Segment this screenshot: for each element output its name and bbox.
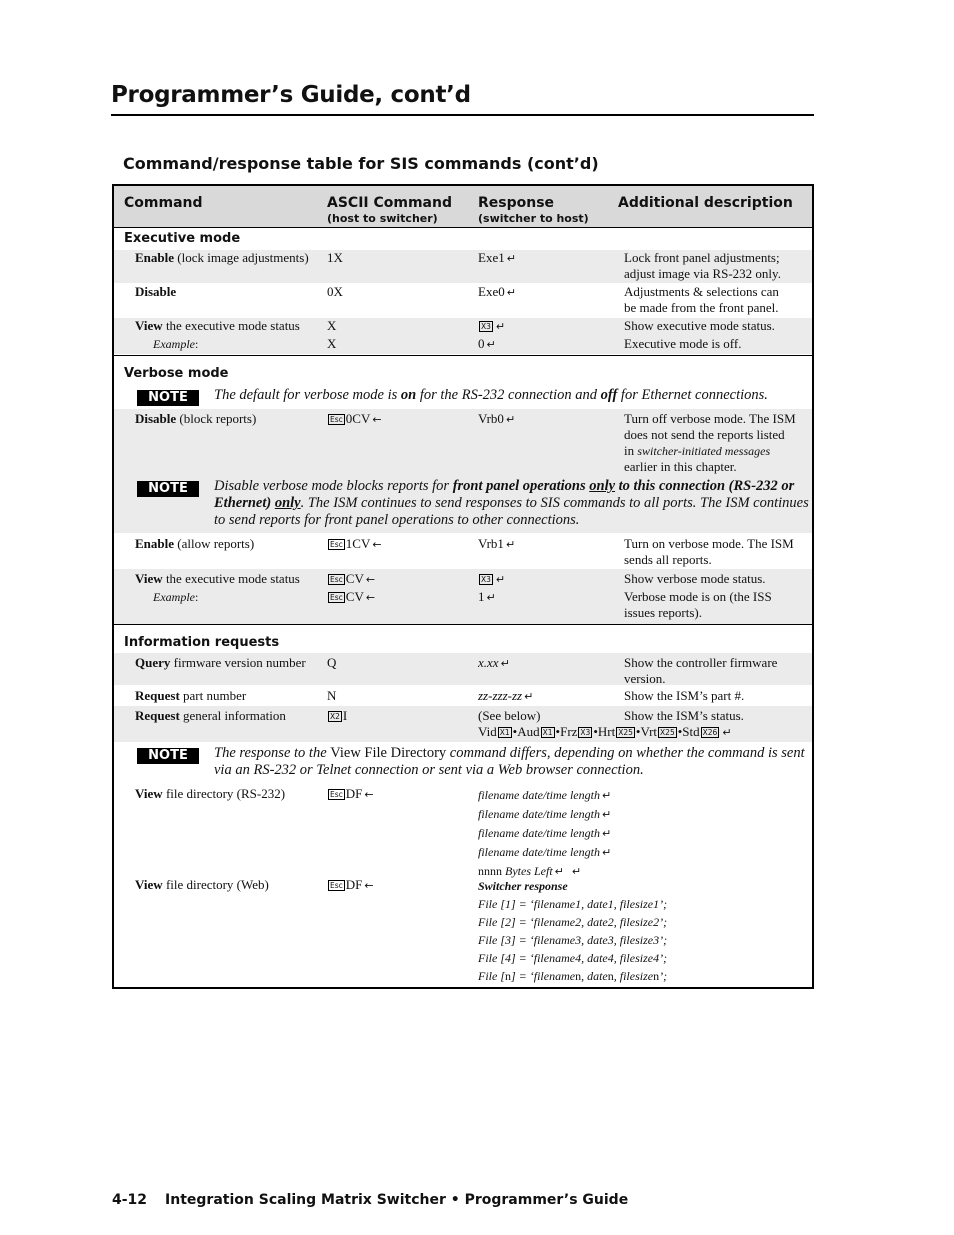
description-cell: Show the controller firmware version. xyxy=(624,655,778,686)
left-arrow-icon: ← xyxy=(372,413,382,426)
left-arrow-icon: ← xyxy=(365,591,376,604)
note-text: Disable verbose mode blocks reports for front panel operations only to this connection (RS-232 or Ethernet) only. The ISM continues to send responses to SIS commands to all ports. The ISM continues to send reports for front panel operations to other connections. xyxy=(214,478,809,528)
ascii-cell: N xyxy=(327,688,337,703)
return-icon: ↵ xyxy=(495,573,506,586)
table-row: View the executive mode status xyxy=(135,571,300,586)
response-cell xyxy=(478,571,505,588)
ascii-cell: X xyxy=(327,318,337,333)
response-cell: Vrb0 ↵ xyxy=(478,411,516,426)
section-divider xyxy=(114,355,812,356)
return-icon: ↵ xyxy=(495,320,506,333)
note-text: The response to the View File Directory command differs, depending on whether the command is sent via an RS-232 or Telnet connection or sent via a Web browser connection. xyxy=(214,745,805,778)
return-icon: ↵ xyxy=(601,846,612,859)
ascii-cell: Esc CV ← xyxy=(330,589,376,604)
left-arrow-icon: ← xyxy=(372,538,382,551)
description-cell: Executive mode is off. xyxy=(624,336,742,351)
response-cell: Exe1 ↵ xyxy=(478,250,516,265)
esc-key-icon: Esc xyxy=(330,540,343,549)
header-ascii: ASCII Command xyxy=(327,195,452,211)
table-row: View the executive mode status xyxy=(135,318,300,333)
response-cell: x.xx ↵ xyxy=(478,655,510,670)
note-badge: NOTE xyxy=(137,481,199,497)
return-icon: ↵ xyxy=(601,827,612,840)
header-command: Command xyxy=(124,195,203,211)
description-cell: Show the ISM’s status. xyxy=(624,708,744,723)
verbose-mode-heading: Verbose mode xyxy=(124,366,229,381)
description-cell: Turn on verbose mode. The ISM sends all reports. xyxy=(624,536,794,567)
ascii-cell: Esc CV ← xyxy=(330,571,376,586)
table-row: Request part number xyxy=(135,688,247,703)
description-cell: Show the ISM’s part #. xyxy=(624,688,745,703)
response-cell: 0 ↵ xyxy=(478,336,496,351)
return-icon: ↵ xyxy=(554,865,564,878)
section-divider xyxy=(114,624,812,625)
section-title: Command/response table for SIS commands (cont’d) xyxy=(123,154,599,173)
ascii-cell: X xyxy=(327,336,337,351)
description-cell: Turn off verbose mode. The ISM does not send the reports listed in switcher-initiated messages earlier in this chapter. xyxy=(624,411,796,474)
esc-key-icon: Esc xyxy=(330,593,343,602)
table-row: Enable (lock image adjustments) xyxy=(135,250,309,265)
ascii-cell: X2 I xyxy=(330,708,348,723)
left-arrow-icon: ← xyxy=(364,879,374,892)
ascii-cell: Q xyxy=(327,655,337,670)
response-cell: Switcher response File [1] = ‘filename1, date1, filesize1’; File [2] = ‘filename2, date2, filesize2’; File [3] = ‘filename3, date3, filesize3’; File [4] = ‘filename4, date4, filesize4’; File [n] = ‘filenamen, daten, filesizen’; xyxy=(478,879,668,983)
header-response-sub: (switcher to host) xyxy=(478,212,589,225)
response-cell xyxy=(478,318,505,335)
description-cell: Show verbose mode status. xyxy=(624,571,766,586)
return-icon: ↵ xyxy=(506,286,516,299)
description-cell: Show executive mode status. xyxy=(624,318,775,333)
table-row: Disable (block reports) xyxy=(135,411,257,426)
table-header xyxy=(114,186,812,228)
table-row: Disable xyxy=(135,284,177,299)
return-icon: ↵ xyxy=(506,252,516,265)
header-ascii-sub: (host to switcher) xyxy=(327,212,438,225)
left-arrow-icon: ← xyxy=(364,788,374,801)
table-row: View file directory (Web) xyxy=(135,877,269,892)
response-cell: Exe0 ↵ xyxy=(478,284,516,299)
ascii-cell: Esc DF ← xyxy=(330,877,374,892)
x1-key-icon: X1 xyxy=(542,728,553,737)
page-title: Programmer’s Guide, cont’d xyxy=(111,82,471,108)
ascii-cell: Esc 0CV ← xyxy=(330,411,382,426)
table-row: Request general information xyxy=(135,708,286,723)
sis-command-table xyxy=(112,184,814,989)
return-icon: ↵ xyxy=(505,413,516,426)
x1-key-icon: X1 xyxy=(499,728,510,737)
return-icon: ↵ xyxy=(486,591,496,604)
esc-key-icon: Esc xyxy=(330,415,343,424)
x3-key-icon: X3 xyxy=(580,728,591,737)
response-cell: (See below) Vid X1 •Aud X1 •Frz X3 •Hrt X25 •Vrt X25 •Std X26 ↵ xyxy=(478,708,732,739)
return-icon: ↵ xyxy=(486,338,496,351)
return-icon: ↵ xyxy=(571,865,582,878)
esc-key-icon: Esc xyxy=(330,575,343,584)
ascii-cell: 0X xyxy=(327,284,343,299)
note-badge: NOTE xyxy=(137,748,199,764)
left-arrow-icon: ← xyxy=(365,573,376,586)
example-label: Example: xyxy=(153,337,199,351)
response-cell: filename date/time length ↵ filename date/time length ↵ filename date/time length ↵ filename date/time length ↵ nnnn Bytes Left ↵ ↵ xyxy=(478,788,612,878)
ascii-cell: Esc DF ← xyxy=(330,786,374,801)
description-cell: Lock front panel adjustments; adjust image via RS-232 only. xyxy=(624,250,781,281)
response-cell: 1 ↵ xyxy=(478,589,496,604)
x3-key-icon: X3 xyxy=(481,322,491,331)
page-footer xyxy=(112,1192,628,1208)
return-icon: ↵ xyxy=(601,789,612,802)
ascii-cell: 1X xyxy=(327,250,343,265)
footer-text: Integration Scaling Matrix Switcher • Programmer’s Guide xyxy=(165,1192,629,1208)
header-response: Response xyxy=(478,195,555,211)
return-icon: ↵ xyxy=(500,657,510,670)
x3-key-icon: X3 xyxy=(481,575,491,584)
esc-key-icon: Esc xyxy=(330,881,343,890)
return-icon: ↵ xyxy=(601,808,612,821)
information-requests-heading: Information requests xyxy=(124,635,280,650)
return-icon: ↵ xyxy=(524,690,534,703)
response-cell: Vrb1 ↵ xyxy=(478,536,516,551)
description-cell: Verbose mode is on (the ISS issues reports). xyxy=(624,589,772,620)
note-badge: NOTE xyxy=(137,390,199,406)
description-cell: Adjustments & selections can be made from the front panel. xyxy=(624,284,779,315)
title-rule xyxy=(111,114,814,116)
x25-key-icon: X25 xyxy=(660,728,675,737)
note-text: The default for verbose mode is on for the RS-232 connection and off for Ethernet connections. xyxy=(214,387,768,403)
return-icon: ↵ xyxy=(505,538,516,551)
ascii-cell: Esc 1CV ← xyxy=(330,536,382,551)
table-row: Enable (allow reports) xyxy=(135,536,255,551)
x25-key-icon: X25 xyxy=(618,728,633,737)
executive-mode-heading: Executive mode xyxy=(124,231,241,246)
return-icon: ↵ xyxy=(722,726,732,739)
table-row: View file directory (RS-232) xyxy=(135,786,286,801)
table-row: Query firmware version number xyxy=(135,655,306,670)
response-cell: zz-zzz-zz ↵ xyxy=(478,688,534,703)
example-label: Example: xyxy=(153,590,199,604)
x2-key-icon: X2 xyxy=(330,712,340,721)
esc-key-icon: Esc xyxy=(330,790,343,799)
header-description: Additional description xyxy=(618,195,793,211)
page-number: 4-12 xyxy=(112,1192,148,1208)
x26-key-icon: X26 xyxy=(702,728,718,737)
